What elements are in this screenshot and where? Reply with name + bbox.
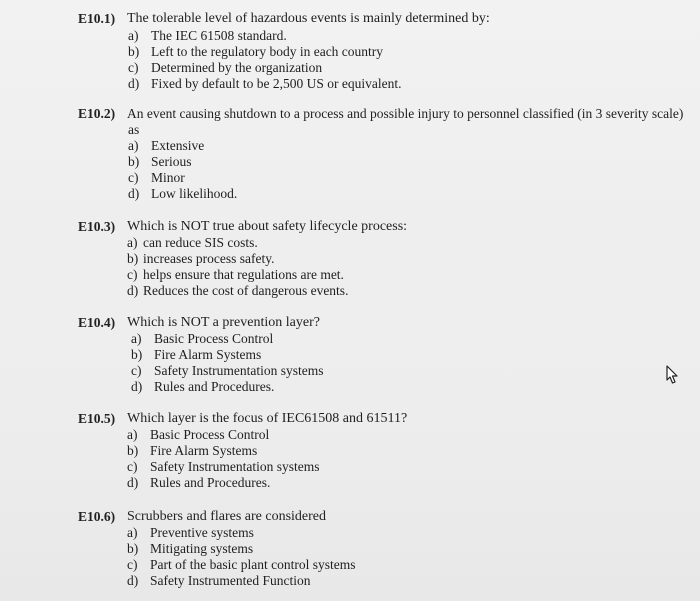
option-text: Preventive systems <box>150 525 254 540</box>
option-text: Reduces the cost of dangerous events. <box>143 283 349 298</box>
question-number: E10.1) <box>78 11 116 26</box>
option-letter: a) <box>127 525 138 540</box>
option-b <box>131 347 261 363</box>
option-d <box>128 76 401 92</box>
question-text: The tolerable level of hazardous events is mainly determined by: <box>127 11 490 26</box>
question-text: Which layer is the focus of IEC61508 and 61511? <box>127 411 408 426</box>
option-text: Fixed by default to be 2,500 US or equivalent. <box>151 76 402 91</box>
option-letter: b) <box>127 541 139 556</box>
option-d <box>127 475 270 491</box>
option-d <box>127 283 348 299</box>
option-c <box>128 60 322 76</box>
option-letter: d) <box>128 186 140 201</box>
option-d <box>131 379 274 395</box>
option-text: Basic Process Control <box>154 331 274 346</box>
question-text: Scrubbers and flares are considered <box>127 509 327 524</box>
question-number: E10.5) <box>78 411 116 426</box>
mouse-pointer-icon <box>661 365 681 387</box>
option-letter: d) <box>128 76 140 91</box>
option-b <box>127 251 274 267</box>
option-a <box>127 525 254 541</box>
option-letter: b) <box>131 347 143 362</box>
option-c <box>127 459 319 475</box>
option-letter: c) <box>127 459 138 474</box>
question-number: E10.3) <box>78 219 116 234</box>
option-b <box>128 44 383 60</box>
option-letter: d) <box>127 475 139 490</box>
option-letter: a) <box>128 138 139 153</box>
question-text: Which is NOT true about safety lifecycle process: <box>127 219 408 234</box>
option-letter: a) <box>131 331 142 346</box>
option-d <box>127 573 310 589</box>
option-text: Rules and Procedures. <box>154 379 275 394</box>
option-text: Basic Process Control <box>150 427 270 442</box>
option-letter: c) <box>128 60 139 75</box>
option-text: Mitigating systems <box>150 541 254 556</box>
option-c <box>128 170 185 186</box>
question-text: An event causing shutdown to a process and possible injury to personnel classified (in 3 severity scale) <box>127 106 684 121</box>
option-text: increases process safety. <box>143 251 275 266</box>
option-a <box>128 138 204 154</box>
option-c <box>131 363 323 379</box>
option-letter: c) <box>128 170 139 185</box>
option-text: Rules and Procedures. <box>150 475 271 490</box>
option-letter: a) <box>127 235 138 250</box>
option-text: Part of the basic plant control systems <box>150 557 356 572</box>
option-letter: a) <box>128 28 139 43</box>
option-text: Safety Instrumentation systems <box>154 363 324 378</box>
option-letter: b) <box>128 44 140 59</box>
option-c <box>127 557 355 573</box>
option-letter: d) <box>127 573 139 588</box>
option-letter: a) <box>127 427 138 442</box>
question-continuation: as <box>128 122 140 137</box>
option-b <box>127 541 253 557</box>
option-text: Minor <box>151 170 185 185</box>
option-letter: d) <box>131 379 143 394</box>
option-text: Fire Alarm Systems <box>150 443 258 458</box>
option-a <box>131 331 273 347</box>
option-text: Low likelihood. <box>151 186 238 201</box>
option-text: The IEC 61508 standard. <box>151 28 287 43</box>
option-letter: b) <box>127 251 139 266</box>
option-text: Left to the regulatory body in each country <box>151 44 384 59</box>
option-text: Fire Alarm Systems <box>154 347 262 362</box>
option-text: can reduce SIS costs. <box>143 235 258 250</box>
option-a <box>128 28 287 44</box>
question-number: E10.6) <box>78 509 116 524</box>
question-number: E10.4) <box>78 315 116 330</box>
question-text: Which is NOT a prevention layer? <box>127 315 320 330</box>
option-text: Safety Instrumented Function <box>150 573 311 588</box>
option-a <box>127 427 269 443</box>
option-letter: c) <box>127 557 138 572</box>
option-letter: b) <box>127 443 139 458</box>
option-text: Determined by the organization <box>151 60 323 75</box>
option-c <box>127 267 344 283</box>
option-text: Serious <box>151 154 192 169</box>
option-text: Safety Instrumentation systems <box>150 459 320 474</box>
option-d <box>128 186 237 202</box>
option-a <box>127 235 258 251</box>
option-b <box>127 443 257 459</box>
option-letter: c) <box>127 267 138 282</box>
option-letter: d) <box>127 283 139 298</box>
option-text: Extensive <box>151 138 205 153</box>
option-text: helps ensure that regulations are met. <box>143 267 344 282</box>
option-letter: b) <box>128 154 140 169</box>
option-b <box>128 154 192 170</box>
question-number: E10.2) <box>78 106 116 121</box>
option-letter: c) <box>131 363 142 378</box>
